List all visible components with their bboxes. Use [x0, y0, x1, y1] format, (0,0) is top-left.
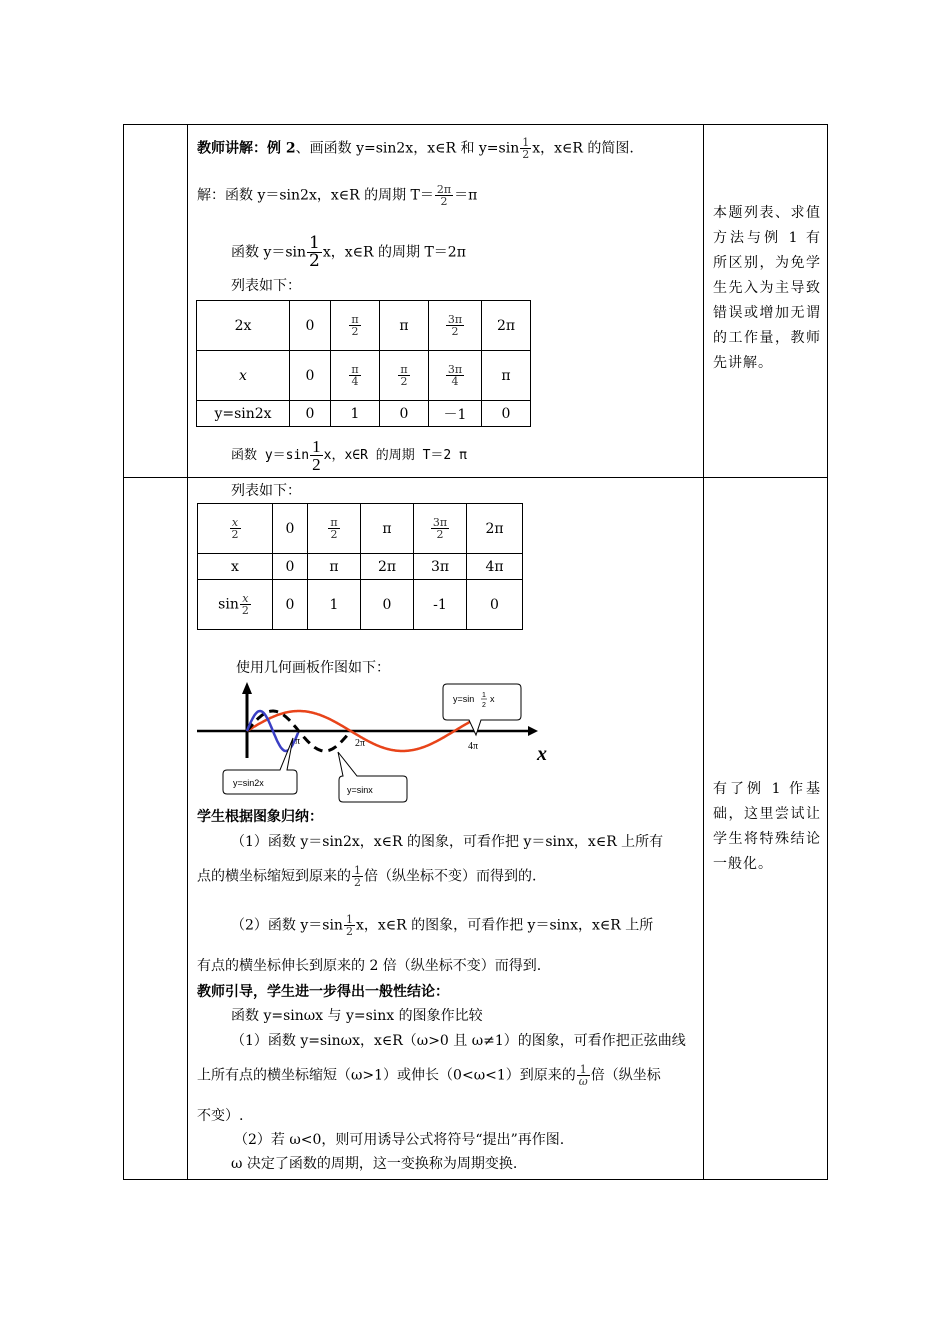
table-cell: 3π	[414, 554, 467, 580]
table-cell: x	[198, 554, 273, 580]
table-cell: 0	[290, 401, 331, 427]
table-cell: 4π	[467, 554, 523, 580]
values-table-sin2x	[196, 300, 531, 427]
table-cell: $\frac{x}{2}$	[198, 504, 273, 554]
table-cell: 2π	[482, 301, 531, 351]
table-cell: 1	[331, 401, 380, 427]
sine-graph	[195, 680, 565, 808]
table-cell: 0	[380, 401, 429, 427]
table-cell: 0	[273, 554, 308, 580]
table-cell: －1	[429, 401, 482, 427]
period-sinhalf-repeat: 函数 y＝sin $\frac{1}{2}$ x，x∈R 的周期 T＝2 π	[231, 437, 467, 474]
list-label-2: 列表如下：	[231, 483, 301, 499]
general-conclusion-2: （2）若 ω<0，则可用诱导公式将符号“提出”再作图.	[234, 1132, 565, 1148]
solution-period-sinhalf: 函数 y＝sin $\frac{1}{2}$ x，x∈R 的周期 T＝2π	[231, 233, 466, 271]
callout-sin-half-prefix: y=sin	[453, 694, 475, 704]
table-cell: π	[308, 554, 361, 580]
table-cell: $\frac{\pi}{4}$	[331, 351, 380, 401]
table-cell: -1	[414, 580, 467, 630]
graph-intro: 使用几何画板作图如下：	[236, 660, 390, 676]
table-cell: $\frac{3\pi}{2}$	[414, 504, 467, 554]
table-cell: 0	[482, 401, 531, 427]
callout-sin2x-text: y=sin2x	[233, 778, 264, 788]
table-cell: $\frac{3\pi}{2}$	[429, 301, 482, 351]
x-axis-arrow	[528, 726, 538, 736]
row-divider	[123, 477, 827, 478]
list-label-1: 列表如下：	[231, 278, 301, 294]
x-axis-label: x	[537, 743, 547, 765]
table-cell: x	[197, 351, 290, 401]
table-cell: 0	[273, 504, 308, 554]
callout-sin-half-suffix: x	[490, 694, 495, 704]
table-cell: sin $\frac{x}{2}$	[198, 580, 273, 630]
tick-pi: π	[295, 736, 301, 747]
table-cell: 0	[361, 580, 414, 630]
table-cell: 0	[467, 580, 523, 630]
values-table-sinhalf	[197, 503, 523, 630]
example-heading: 教师讲解：例 2、画函数 y=sin2x，x∈R 和 y=sin $\frac{1}{2}$ x，x∈R 的简图.	[197, 136, 634, 161]
table-cell: y=sin2x	[197, 401, 290, 427]
table-cell: 0	[290, 351, 331, 401]
table-cell: 2x	[197, 301, 290, 351]
callout-sinx-text: y=sinx	[347, 785, 373, 795]
callout-frac-den: 2	[482, 702, 486, 709]
teacher-heading: 教师引导，学生进一步得出一般性结论：	[197, 984, 449, 1000]
general-conclusion-1-line1: （1）函数 y=sinωx，x∈R（ω>0 且 ω≠1）的图象，可看作把正弦曲线	[231, 1033, 686, 1049]
table-cell: 1	[308, 580, 361, 630]
period-transform-note: ω 决定了函数的周期，这一变换称为周期变换.	[231, 1156, 518, 1172]
y-axis-arrow	[242, 682, 252, 694]
student-heading: 学生根据图象归纳：	[197, 809, 323, 825]
column-divider-2	[703, 124, 704, 1179]
student-conclusion-2-line2: 有点的横坐标伸长到原来的 2 倍（纵坐标不变）而得到.	[197, 958, 542, 974]
table-cell: π	[361, 504, 414, 554]
tick-4pi: 4π	[468, 741, 479, 752]
table-cell: 2π	[361, 554, 414, 580]
student-conclusion-1-line2: 点的横坐标缩短到原来的 $\frac{1}{2}$ 倍（纵坐标不变）而得到的.	[197, 864, 537, 889]
general-compare: 函数 y=sinωx 与 y=sinx 的图象作比较	[231, 1008, 483, 1024]
tick-2pi: 2π	[355, 738, 366, 749]
column-divider-1	[187, 124, 188, 1179]
table-cell: $\frac{\pi}{2}$	[331, 301, 380, 351]
student-conclusion-1-line1: （1）函数 y＝sin2x，x∈R 的图象，可看作把 y＝sinx，x∈R 上所有	[231, 834, 664, 850]
general-conclusion-1-line2: 上所有点的横坐标缩短（ω>1）或伸长（0<ω<1）到原来的 $\frac{1}{\omega}$ 倍（纵坐标	[197, 1063, 661, 1088]
teacher-note-2: 有了例 1 作基础，这里尝试让学生将特殊结论一般化。	[713, 781, 821, 872]
table-cell: π	[380, 301, 429, 351]
solution-period-sin2x: 解：函数 y＝sin2x，x∈R 的周期 T＝ $\frac{2\pi}{2}$ ＝π	[197, 183, 478, 208]
table-cell: 2π	[467, 504, 523, 554]
table-cell: π	[482, 351, 531, 401]
callout-frac-num: 1	[482, 692, 486, 699]
student-conclusion-2-line1: （2）函数 y＝sin $\frac{1}{2}$ x，x∈R 的图象，可看作把 y＝sinx，x∈R 上所	[231, 913, 654, 938]
teacher-note-1: 本题列表、求值方法与例 1 有所区别，为免学生先入为主导致错误或增加无谓的工作量，教师先讲解。	[713, 205, 821, 371]
table-cell: $\frac{3\pi}{4}$	[429, 351, 482, 401]
general-conclusion-1-line3: 不变）.	[197, 1108, 244, 1124]
table-cell: $\frac{\pi}{2}$	[380, 351, 429, 401]
table-cell: $\frac{\pi}{2}$	[308, 504, 361, 554]
table-cell: 0	[290, 301, 331, 351]
table-cell: 0	[273, 580, 308, 630]
